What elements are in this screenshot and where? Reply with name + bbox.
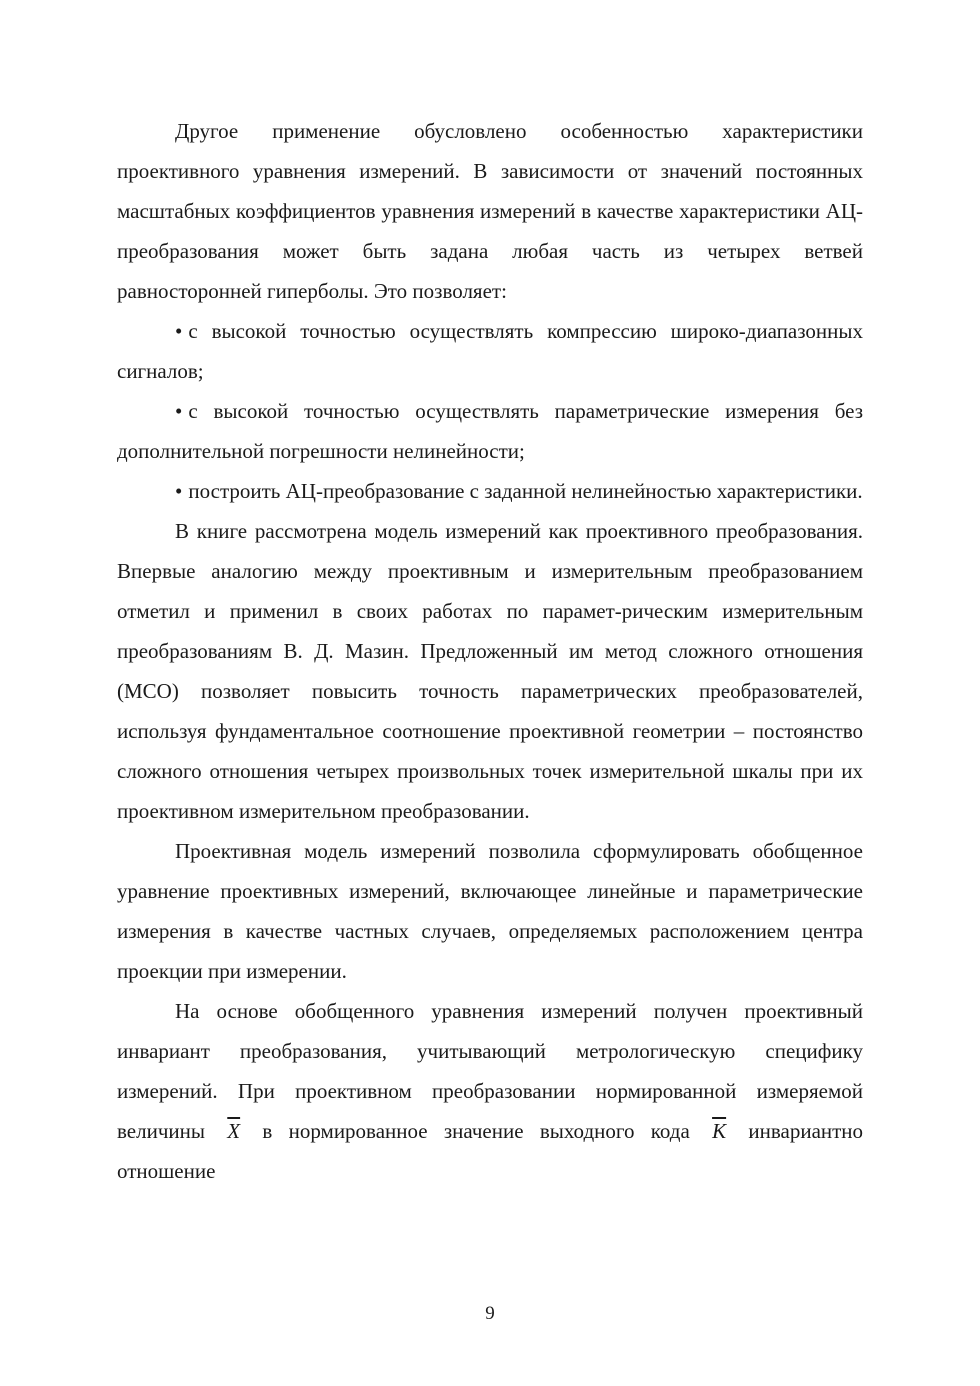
paragraph-model: В книге рассмотрена модель измерений как проективного преобразования. Впервые аналогию между проективным и измерительным преобразованием отметил и применил в своих работах по парамет-рическим измерительным преобразованиям В. Д. Мазин. Предложенный им метод сложного отношения (МСО) позволяет повысить точность параметрических преобразователей, используя фундаментальное соотношение проективной геометрии – постоянство сложного отношения четырех произвольных точек измерительной шкалы при их проективном измерительном преобразовании. xyxy=(117,519,863,823)
document-page xyxy=(117,111,863,1191)
paragraph-invariant xyxy=(117,991,863,1191)
bullet-item-nonlinearity xyxy=(117,471,863,511)
bullet-icon: • xyxy=(175,399,183,423)
bullet-text: с высокой точностью осуществлять параметрические измерения без дополнительной погрешности нелинейности; xyxy=(117,399,863,463)
paragraph-application: Другое применение обусловлено особенностью характеристики проективного уравнения измерений. В зависимости от значений постоянных масштабных коэффициентов уравнения измерений в качестве характеристики АЦ-преобразования может быть задана любая часть из четырех ветвей равносторонней гиперболы. Это позволяет: xyxy=(117,119,863,303)
invariant-text-part1: На основе обобщенного уравнения измерений получен проективный инвариант преобразования, учитывающий метрологическую специфику измерений. При проективном преобразовании нормированной измеряемой величины xyxy=(117,999,863,1143)
page-number: 9 xyxy=(485,1303,495,1324)
bullet-icon: • xyxy=(175,319,183,343)
variable-k: $\overline{K}$ xyxy=(712,1119,727,1143)
variable-x: $\overline{X}$ xyxy=(227,1119,241,1143)
invariant-text-part3: инвариантно отношение xyxy=(117,1119,864,1183)
bullet-item-compression xyxy=(117,311,863,391)
bullet-text: построить АЦ-преобразование с заданной нелинейностью характеристики. xyxy=(188,479,863,503)
paragraph-projective-model: Проективная модель измерений позволила сформулировать обобщенное уравнение проективных измерений, включающее линейные и параметрические измерения в качестве частных случаев, определяемых расположением центра проекции при измерении. xyxy=(117,839,863,983)
invariant-text-part2: в нормированное значение выходного кода xyxy=(262,1119,690,1143)
bullet-item-parametric xyxy=(117,391,863,471)
bullet-icon: • xyxy=(175,479,183,503)
bullet-text: с высокой точностью осуществлять компрессию широко-диапазонных сигналов; xyxy=(117,319,863,383)
